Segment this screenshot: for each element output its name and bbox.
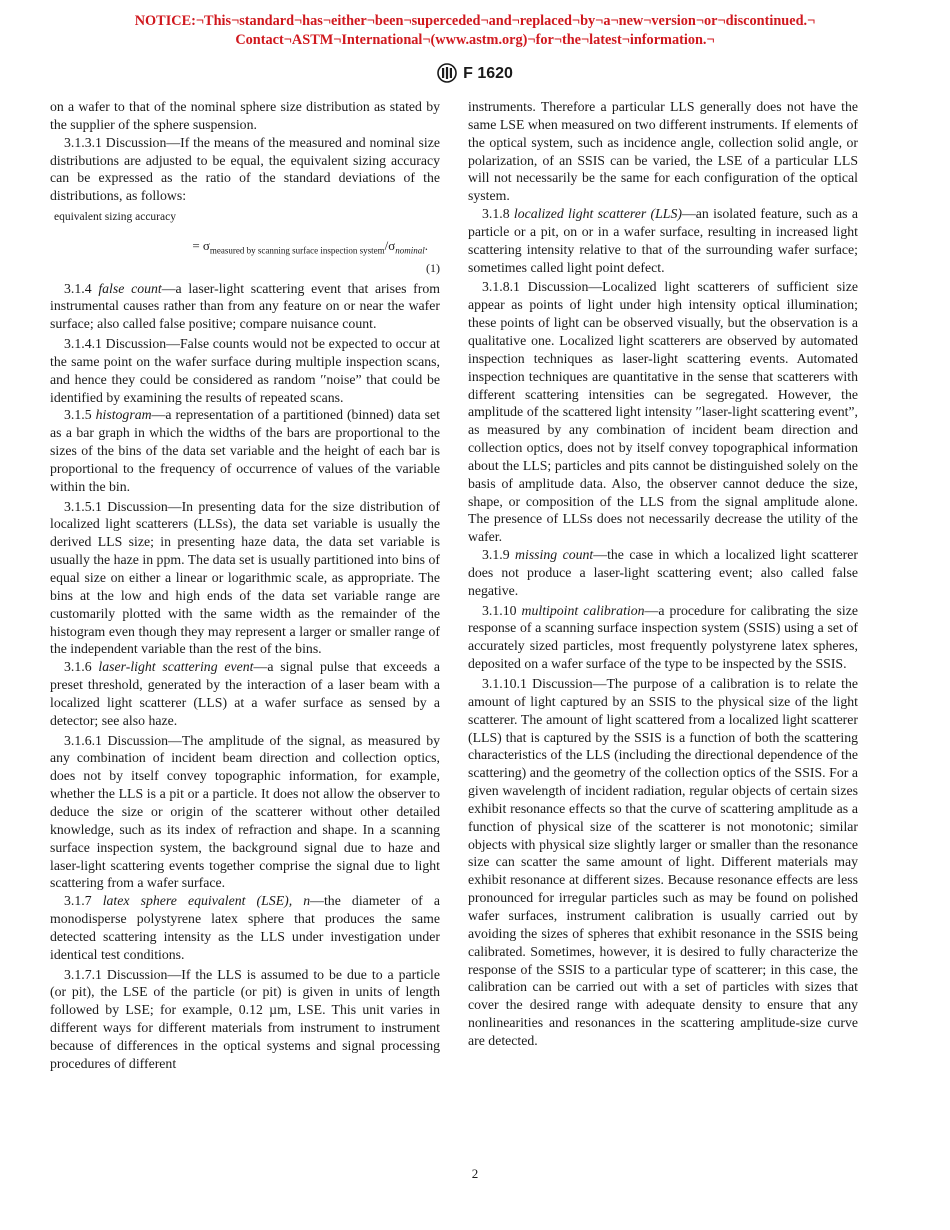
formula-eq: = σ xyxy=(192,238,210,254)
paragraph-3-1-7: 3.1.7 latex sphere equivalent (LSE), n—the diameter of a monodisperse polystyrene latex sphere that produces the same detected scattering intensity as the LLS under investigation under identical test conditions. xyxy=(50,893,440,962)
standard-designation: F 1620 xyxy=(463,65,513,82)
formula-sub-measured: measured by scanning surface inspection system xyxy=(209,245,385,256)
paragraph-3-1-8-1: 3.1.8.1 Discussion—Localized light scatterers of sufficient size appear as points of light under high intensity optical illumination; these points of light can be observed visually, but the observation is a qualitative one. Localized light scatterers are observed by automated inspection techniques as laser-light scattering events. Automated inspection techniques are quantitative in the sense that scatterers with different scattering intensities can be segregated. However, the amplitude of the scattered light intensity ′′laser-light scattering event”, as measured by any combination of incident beam direction and collection optics, does not by itself convey topographical information about the LLS; particles and pits cannot be distinguished solely on the basis of amplitude data. Also, the observer cannot deduce the size, shape, or composition of the LLS from the signal amplitude alone. The presence of LLSs does not necessarily decrease the utility of the wafer. xyxy=(468,279,858,545)
paragraph-3-1-10-1: 3.1.10.1 Discussion—The purpose of a calibration is to relate the amount of light captured by an SSIS to the physical size of the light scatterer. The amount of light scattered from a localized light scatterer (LLS) that is captured by the SSIS is a function of both the scattering characteristics of the LLS (including the directional dependence of the scattering) and the geometry of the collection optics of the SSIS. For a given wavelength of incident radiation, regular objects of certain sizes exhibit resonance effects so that the curve of scattering amplitude as a function of physical size of the scatterer is not monotonic; similar objects with physical size slightly larger or smaller than the resonance size can scatter the same amount of light. Different materials may exhibit resonance at different sizes. Because resonance effects are less pronounced for irregular particles such as may be found on polished wafer surfaces, instrument calibration is usually carried out by avoiding the sizes of spheres that exhibit resonance in the SSIS being calibrated. Sometimes, however, it is desired to fully characterize the response of the SSIS to a particular type of scatterer; in this case, the calibration can be carried out with a set of particles with sizes that cover the desired range with adequate density to ensure that any nonlinearities and resonances in the scattering amplitude-size curve are detected. xyxy=(468,676,858,1048)
astm-logo-icon xyxy=(437,63,457,83)
term-false-count: false count xyxy=(98,280,162,296)
formula-label: equivalent sizing accuracy xyxy=(54,211,176,224)
paragraph-3-1-4: 3.1.4 false count—a laser-light scattering event that arises from instrumental causes rather than from any feature on or near the wafer surface; also called false positive; compare nuisance count. xyxy=(50,280,440,332)
term-histogram: histogram xyxy=(95,407,152,423)
formula-sub-nominal: nominal xyxy=(395,245,425,256)
paragraph-3-1-8: 3.1.8 localized light scatterer (LLS)—an isolated feature, such as a particle or a pit, on or in a wafer surface, resulting in increased light scattering intensity relative to that of the surrounding wafer surface; sometimes called light point defect. xyxy=(468,206,858,275)
paragraph-3-1-10: 3.1.10 multipoint calibration—a procedure for calibrating the size response of a scanning surface inspection system (SSIS) using a set of accurately sized particles, most frequently polystyrene latex spheres, deposited on a wafer surface of the type to be inspected by the SSIS. xyxy=(468,602,858,672)
equation-number: (1) xyxy=(426,260,440,275)
paragraph-3-1-4-1: 3.1.4.1 Discussion—False counts would not be expected to occur at the same point on the wafer surface during multiple inspection scans, and hence they could be considered as random ′′noise” that could be identified by examining the results of repeated scans. xyxy=(50,336,440,405)
notice-line-1: NOTICE:¬This¬standard¬has¬either¬been¬superceded¬and¬replaced¬by¬a¬new¬version¬or¬discontinued.¬ xyxy=(134,13,816,29)
paragraph-3-1-7-1: 3.1.7.1 Discussion—If the LLS is assumed to be due to a particle (or pit), the LSE of the particle (or pit) is given in units of length followed by LSE; for example, 0.12 µm, LSE. This unit varies in different ways for different materials from instrument to instrument because of differences in the optical systems and signal processing procedures of different xyxy=(50,966,440,1071)
term-latex-sphere-equivalent: latex sphere equivalent (LSE), n xyxy=(102,893,311,909)
term-laser-light-scattering-event: laser-light scattering event xyxy=(98,659,254,675)
paragraph-3-1-5: 3.1.5 histogram—a representation of a partitioned (binned) data set as a bar graph in which the widths of the bars are proportional to the sizes of the bins of the data set variable and the height of each bar is proportional to the frequency of occurrence of values of the variable within the bin. xyxy=(50,407,440,494)
formula-div: /σ xyxy=(384,238,396,254)
paragraph-3-1-3-1: 3.1.3.1 Discussion—If the means of the measured and nominal size distributions are adjusted to be equal, the equivalent sizing accuracy can be expressed as the ratio of the standard deviations of the distributions, as follows: xyxy=(50,134,440,204)
right-column xyxy=(468,98,858,1050)
page-header xyxy=(0,63,950,83)
paragraph-3-1-6: 3.1.6 laser-light scattering event—a signal pulse that exceeds a preset threshold, generated by the interaction of a laser beam with a localized light scatterer (LLS) at a wafer surface as sensed by a detector; see also haze. xyxy=(50,659,441,728)
paragraph-intro: on a wafer to that of the nominal sphere size distribution as stated by the supplier of the sphere suspension. xyxy=(50,99,440,132)
left-column xyxy=(50,98,440,1073)
notice-banner xyxy=(0,12,950,50)
term-localized-light-scatterer: localized light scatterer (LLS) xyxy=(513,206,682,222)
term-multipoint-calibration: multipoint calibration xyxy=(521,602,645,618)
term-missing-count: missing count xyxy=(515,547,594,563)
page-number: 2 xyxy=(471,1166,479,1181)
paragraph-3-1-6-1: 3.1.6.1 Discussion—The amplitude of the signal, as measured by any combination of incident beam direction and collection optics, does not by itself convey topographic information, for example, whether the LLS is a pit or a particle. It does not allow the observer to deduce the size or origin of the scatterer without other detailed knowledge, such as its index of refraction and shape. In a scanning surface inspection system, the background signal due to haze and laser-light scattering events together comprise the signal due to light scattering from a wafer surface. xyxy=(50,732,440,891)
formula xyxy=(50,237,428,260)
paragraph-3-1-9: 3.1.9 missing count—the case in which a localized light scatterer does not produce a laser-light scattering event; also called false negative. xyxy=(468,547,858,598)
paragraph-continued: instruments. Therefore a particular LLS generally does not have the same LSE when measured on two different instruments. If elements of the optical system, such as incidence angle, collection solid angle, or polarization, of an SSIS can be varied, the LSE of a particular LLS will not necessarily be the same for each configuration of the optical system. xyxy=(468,99,858,204)
paragraph-3-1-5-1: 3.1.5.1 Discussion—In presenting data for the size distribution of localized light scatterers (LLSs), the data set variable is usually the derived LLS size; in presenting haze data, the data set variable is usually the haze in ppm. The data set is usually partitioned into bins of equal size on either a linear or logarithmic scale, as appropriate. The bins at the low and high ends of the data set variable range are customarily plotted with the same width as the remainder of the histogram even though they may represent a larger or smaller range of the independent variable than the rest of the bins. xyxy=(50,498,440,657)
formula-end: . xyxy=(424,238,428,254)
notice-line-2: Contact¬ASTM¬International¬(www.astm.org)¬for¬the¬latest¬information.¬ xyxy=(235,32,715,48)
